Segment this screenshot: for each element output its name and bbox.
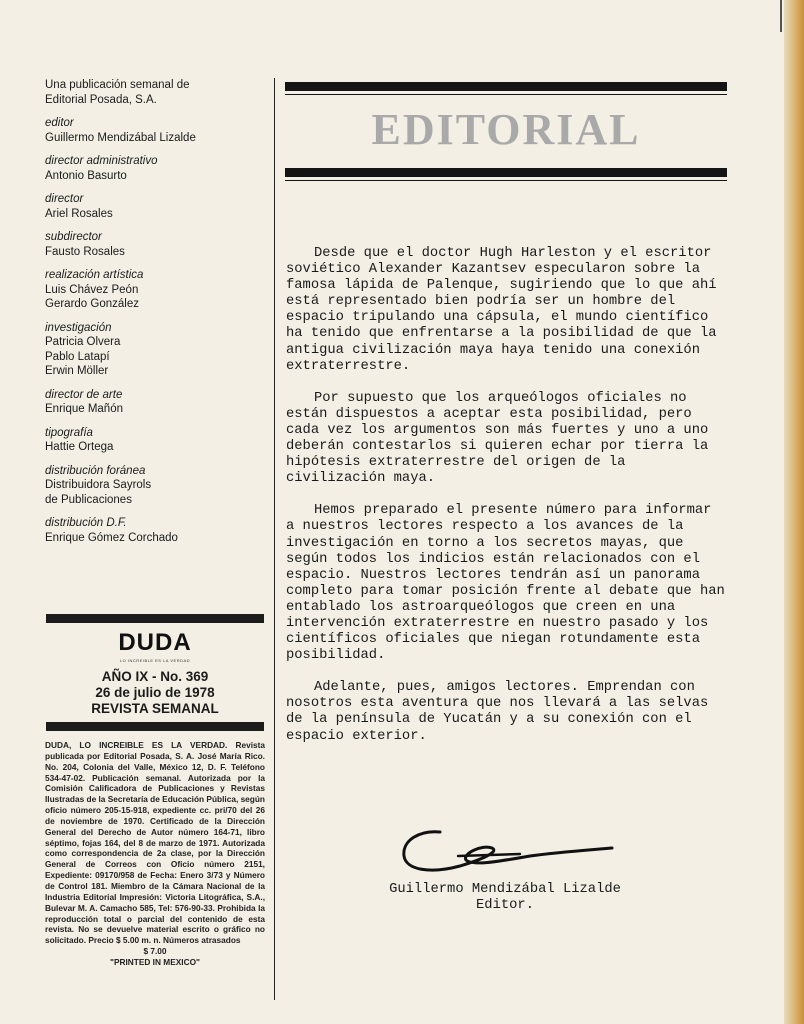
issue-info [46,669,264,717]
masthead-label: realización artística [45,269,144,281]
masthead-label: distribución D.F. [45,517,127,529]
masthead-block-typography [45,426,267,455]
masthead-label: director administrativo [45,155,158,167]
masthead-label: editor [45,117,74,129]
masthead-block-art-director [45,388,267,417]
masthead-name: Enrique Gómez Corchado [45,531,178,544]
back-issue-price: $ 7.00 [143,946,167,957]
masthead-block-admin [45,154,267,183]
signoff-name: Guillermo Mendizábal Lizalde [389,882,621,897]
masthead-label: investigación [45,321,112,334]
masthead-name: Editorial Posada, S.A. [45,93,157,106]
magazine-logo: DUDA [118,629,192,656]
editorial-paragraph: Adelante, pues, amigos lectores. Emprendan con nosotros esta aventura que nos llevará a las selvas de la península de Yucatán y a su conexión con el espacio exterior. [286,680,709,744]
masthead [45,78,267,554]
editorial-paragraph: Desde que el doctor Hugh Harleston y el escritor soviético Alexander Kazantsev especularon sobre la famosa lápida de Palenque, sugiriendo que lo que ahí está representado bien podría ser un hombre del espacio tripulando una cápsula, el mundo científico ha tenido que enfrentarse a la posibilidad de que la antigua civilización maya haya tenido una conexión extraterrestre. [286,246,717,374]
masthead-block-research [45,321,267,379]
issue-number: AÑO IX - No. 369 [101,669,209,684]
legal-notice [45,740,265,968]
heading-rule-top [285,82,727,91]
masthead-block-art-production [45,268,267,312]
masthead-name: Distribuidora Sayrols [45,479,152,491]
masthead-name: Enrique Mañón [45,403,123,415]
masthead-block-editor [45,116,267,145]
editorial-paragraph: Hemos preparado el presente número para informar a nuestros lectores respecto a los avances de la investigación en torno a los secretos mayas, que según todos los indicios están relacionados con el espacio. Nuestros lectores tendrán así un panorama completo para tomar posición frente al debate que han entablado los astroarqueólogos que creen en una intervención extraterrestre en nuestro pasado y los científicos oficiales que niegan rotundamente esta posibilidad. [286,503,725,664]
masthead-name: Erwin Möller [45,365,109,377]
heading-hairline-top [285,94,727,95]
masthead-name: Ariel Rosales [45,207,113,220]
masthead-name: Fausto Rosales [45,245,125,258]
masthead-block-df-distribution [45,516,267,545]
heading-rule-bottom [285,168,727,177]
masthead-rule-bottom [46,722,264,731]
magazine-tagline: LO INCREIBLE ES LA VERDAD [119,658,191,663]
masthead-label: director de arte [45,388,123,401]
printed-in: "PRINTED IN MEXICO" [110,956,200,967]
masthead-name: Antonio Basurto [45,169,127,182]
editor-signature [400,826,620,882]
masthead-label: tipografía [45,426,93,439]
editorial-paragraph: Por supuesto que los arqueólogos oficiales no están dispuestos a aceptar esta posibilidad, pero cada vez los argumentos son más fuertes y uno a uno deberán contestarlos si quieren echar por tierra la hipótesis extraterrestre del origen de la civilización maya. [286,390,709,487]
masthead-label: distribución foránea [45,464,146,477]
masthead-name: Luis Chávez Peón [45,283,139,296]
signoff [340,882,670,914]
masthead-name: Hattie Ortega [45,441,114,453]
masthead-name: Gerardo González [45,298,139,310]
heading-hairline-bottom [285,180,727,181]
masthead-block-foreign-distribution [45,464,267,508]
editorial-body [286,246,726,761]
page-edge [784,0,804,1024]
masthead-name: Guillermo Mendizábal Lizalde [45,131,196,144]
masthead-rule-top [46,614,264,623]
column-divider [274,78,275,1000]
crop-mark [780,0,782,32]
masthead-name: Pablo Latapí [45,350,110,363]
masthead-name: de Publicaciones [45,493,132,506]
masthead-block-director [45,192,267,221]
masthead-label: subdirector [45,231,102,243]
masthead-name: Patricia Olvera [45,336,121,348]
masthead-block-subdirector [45,230,267,259]
issue-frequency: REVISTA SEMANAL [91,701,219,716]
masthead-label: director [45,193,84,205]
masthead-name: Una publicación semanal de [45,79,190,91]
signoff-role: Editor. [476,898,534,913]
masthead-block-publisher [45,78,267,107]
issue-date: 26 de julio de 1978 [95,685,215,700]
page-title: EDITORIAL [371,105,641,154]
legal-text: DUDA, LO INCREIBLE ES LA VERDAD. Revista publicada por Editorial Posada, S. A. José María Rico. No. 204, Colonia del Valle, México 12, D. F. Teléfono 534-47-02. Publicación semanal. Autorizada por la Comisión Calificadora de Publicaciones y Revistas Ilustradas de la Secretaría de Educación Pública, según oficio número 205-15-918, expediente cc. pri/70 del 26 de noviembre de 1970. Certificado de la Dirección General del Derecho de Autor número 164-71, libro séptimo, fojas 164, del 8 de marzo de 1971. Autorizada como correspondencia de 2a clase, por la Dirección General de Correos con Oficio número 2151, Expediente: 09170/958 de Fecha: Enero 3/73 y Número de Control 181. Miembro de la Cámara Nacional de la Industria Editorial Impresión: Victoria Litográfica, S.A., Bulevar M. A. Camacho 585, Tel: 576-90-33. Prohibida la reproducción total o parcial del contenido de esta revista. No se devuelve material escrito o gráfico no solicitado. Precio $ 5.00 m. n. Números atrasados [45,740,265,946]
